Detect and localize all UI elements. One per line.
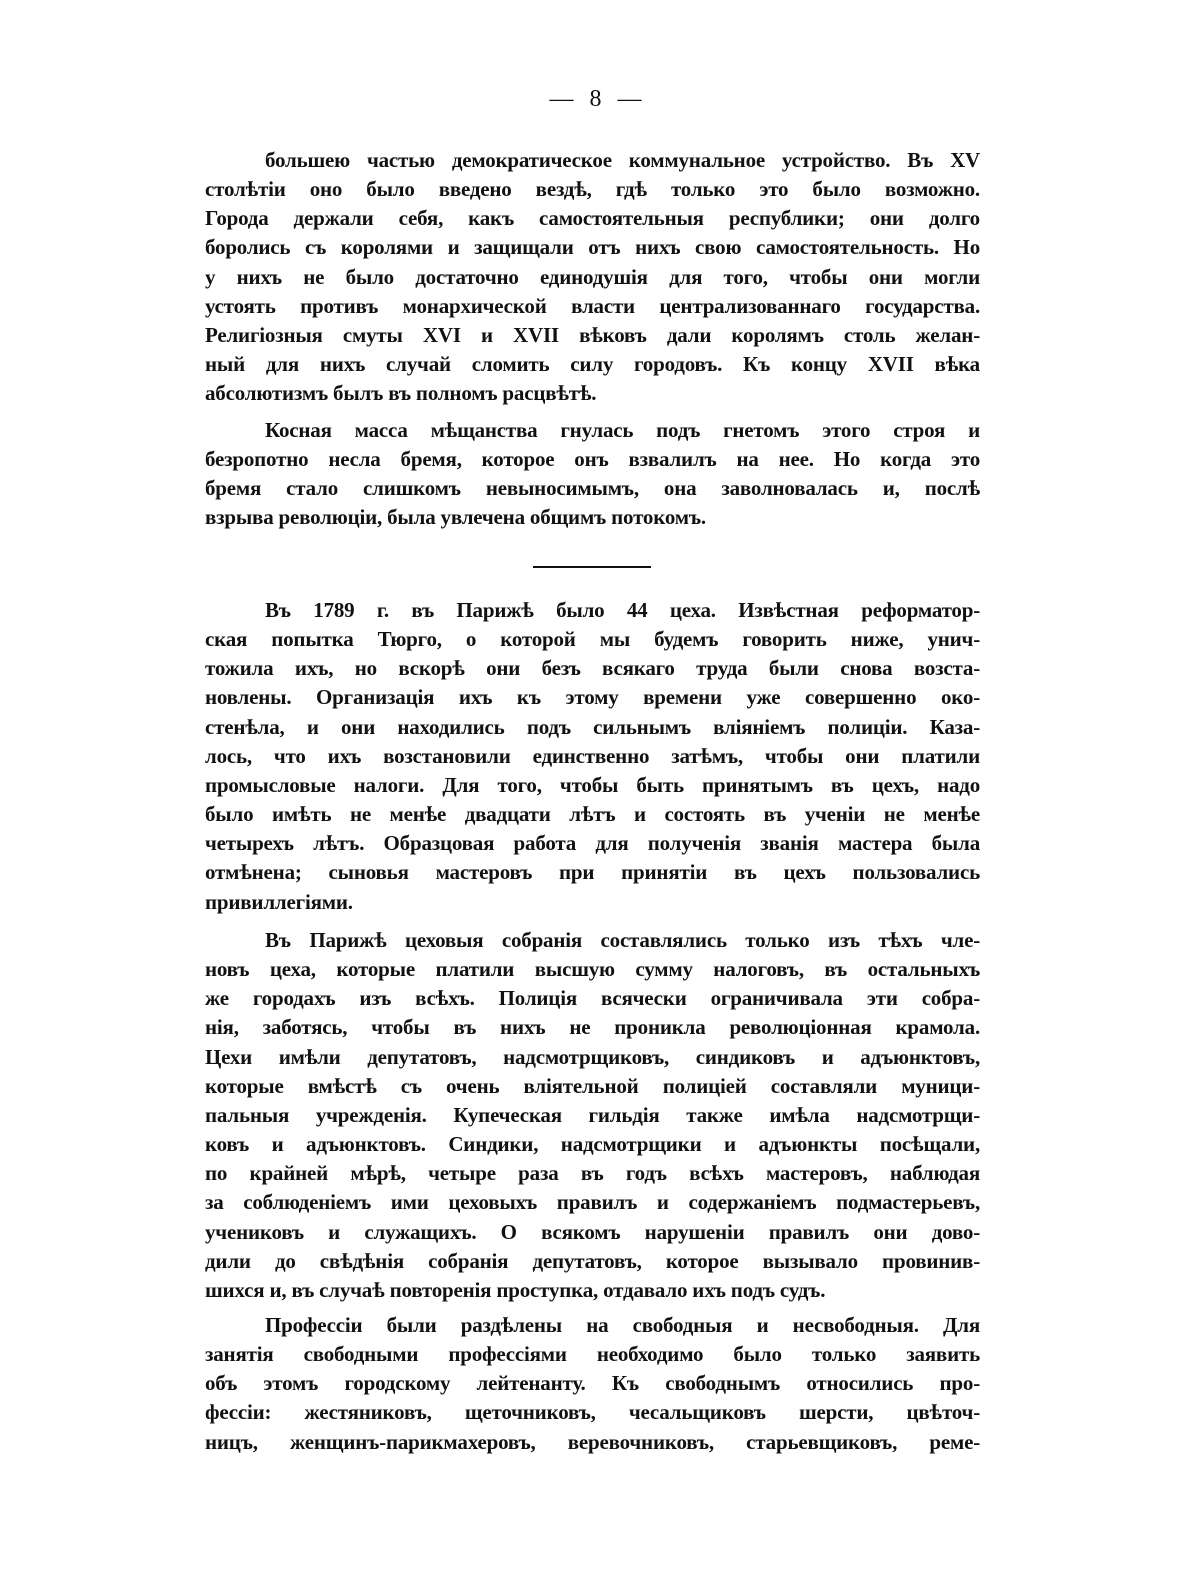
text-line: Города держали себя, какъ самостоятельныя республики; они долго <box>205 206 980 231</box>
text-line: Въ Парижѣ цеховыя собранія составлялись только изъ тѣхъ чле- <box>265 928 980 952</box>
text-line: нія, заботясь, чтобы въ нихъ не проникла революціонная крамола. <box>205 1015 980 1040</box>
text-line: тожила ихъ, но вскорѣ они безъ всякаго труда были снова возста- <box>205 656 980 681</box>
text-line: безропотно несла бремя, которое онъ взвалилъ на нее. Но когда это <box>205 447 980 472</box>
text-line: Въ 1789 г. въ Парижѣ было 44 цеха. Извѣстная реформатор- <box>265 598 980 622</box>
text-line: Цехи имѣли депутатовъ, надсмотрщиковъ, синдиковъ и адъюнктовъ, <box>205 1044 980 1069</box>
text-line: промысловые налоги. Для того, чтобы быть принятымъ въ цехъ, надо <box>205 772 980 797</box>
text-line: привиллегіями. <box>205 889 353 914</box>
text-line: стенѣла, и они находились подъ сильнымъ вліяніемъ полиціи. Каза- <box>205 714 980 739</box>
text-line: объ этомъ городскому лейтенанту. Къ свободнымъ относились про- <box>205 1371 980 1396</box>
text-line: абсолютизмъ былъ въ полномъ расцвѣтѣ. <box>205 381 597 406</box>
text-line: устоять противъ монархической власти централизованнаго государства. <box>205 293 980 318</box>
text-line: ный для нихъ случай сломить силу городовъ. Къ концу XVII вѣка <box>205 352 980 377</box>
text-line: у нихъ не было достаточно единодушія для того, чтобы они могли <box>205 264 980 289</box>
text-line: отмѣнена; сыновья мастеровъ при принятіи въ цехъ пользовались <box>205 860 980 885</box>
text-line: Религіозныя смуты XVI и XVII вѣковъ дали королямъ столь желан- <box>205 322 980 347</box>
text-line: дили до свѣдѣнія собранія депутатовъ, которое вызывало провинив- <box>205 1248 980 1273</box>
text-line: большею частью демократическое коммунальное устройство. Въ XV <box>265 148 980 172</box>
page-number: — 8 — <box>549 86 642 112</box>
text-line: Косная масса мѣщанства гнулась подъ гнетомъ этого строя и <box>265 418 980 442</box>
text-line: ковъ и адъюнктовъ. Синдики, надсмотрщики и адъюнкты посѣщали, <box>205 1132 980 1157</box>
text-line: по крайней мѣрѣ, четыре раза въ годъ всѣхъ мастеровъ, наблюдая <box>205 1161 980 1186</box>
text-line: же городахъ изъ всѣхъ. Полиція всячески ограничивала эти собра- <box>205 986 980 1011</box>
text-line: новъ цеха, которые платили высшую сумму налоговъ, въ остальныхъ <box>205 957 980 982</box>
text-line: боролись съ королями и защищали отъ нихъ свою самостоятельность. Но <box>205 235 980 260</box>
text-line: новлены. Организація ихъ къ этому времени уже совершенно око- <box>205 685 980 710</box>
text-line: пальныя учрежденія. Купеческая гильдія также имѣла надсмотрщи- <box>205 1102 980 1127</box>
text-line: четырехъ лѣтъ. Образцовая работа для полученія званія мастера была <box>205 831 980 856</box>
text-line: ницъ, женщинъ-парикмахеровъ, веревочниковъ, старьевщиковъ, реме- <box>205 1429 980 1454</box>
text-line: фессіи: жестяниковъ, щеточниковъ, чесальщиковъ шерсти, цвѣточ- <box>205 1400 980 1425</box>
text-line: лось, что ихъ возстановили единственно затѣмъ, чтобы они платили <box>205 743 980 768</box>
text-line: столѣтіи оно было введено вездѣ, гдѣ только это было возможно. <box>205 177 980 202</box>
text-line: которые вмѣстѣ съ очень вліятельной полиціей составляли муници- <box>205 1073 980 1098</box>
text-line: занятія свободными профессіями необходимо было только заявить <box>205 1342 980 1367</box>
text-line: учениковъ и служащихъ. О всякомъ нарушеніи правилъ они дово- <box>205 1219 980 1244</box>
text-line: бремя стало слишкомъ невыносимымъ, она заволновалась и, послѣ <box>205 476 980 501</box>
text-line: ская попытка Тюрго, о которой мы будемъ говорить ниже, унич- <box>205 627 980 652</box>
text-line: взрыва революціи, была увлечена общимъ потокомъ. <box>205 505 706 530</box>
text-line: за соблюденіемъ ими цеховыхъ правилъ и содержаніемъ подмастерьевъ, <box>205 1190 980 1215</box>
text-line: шихся и, въ случаѣ повторенія проступка, отдавало ихъ подъ судъ. <box>205 1277 826 1302</box>
section-divider <box>533 566 651 568</box>
text-line: было имѣть не менѣе двадцати лѣтъ и состоять въ ученіи не менѣе <box>205 802 980 827</box>
text-line: Профессіи были раздѣлены на свободныя и несвободныя. Для <box>265 1313 980 1337</box>
